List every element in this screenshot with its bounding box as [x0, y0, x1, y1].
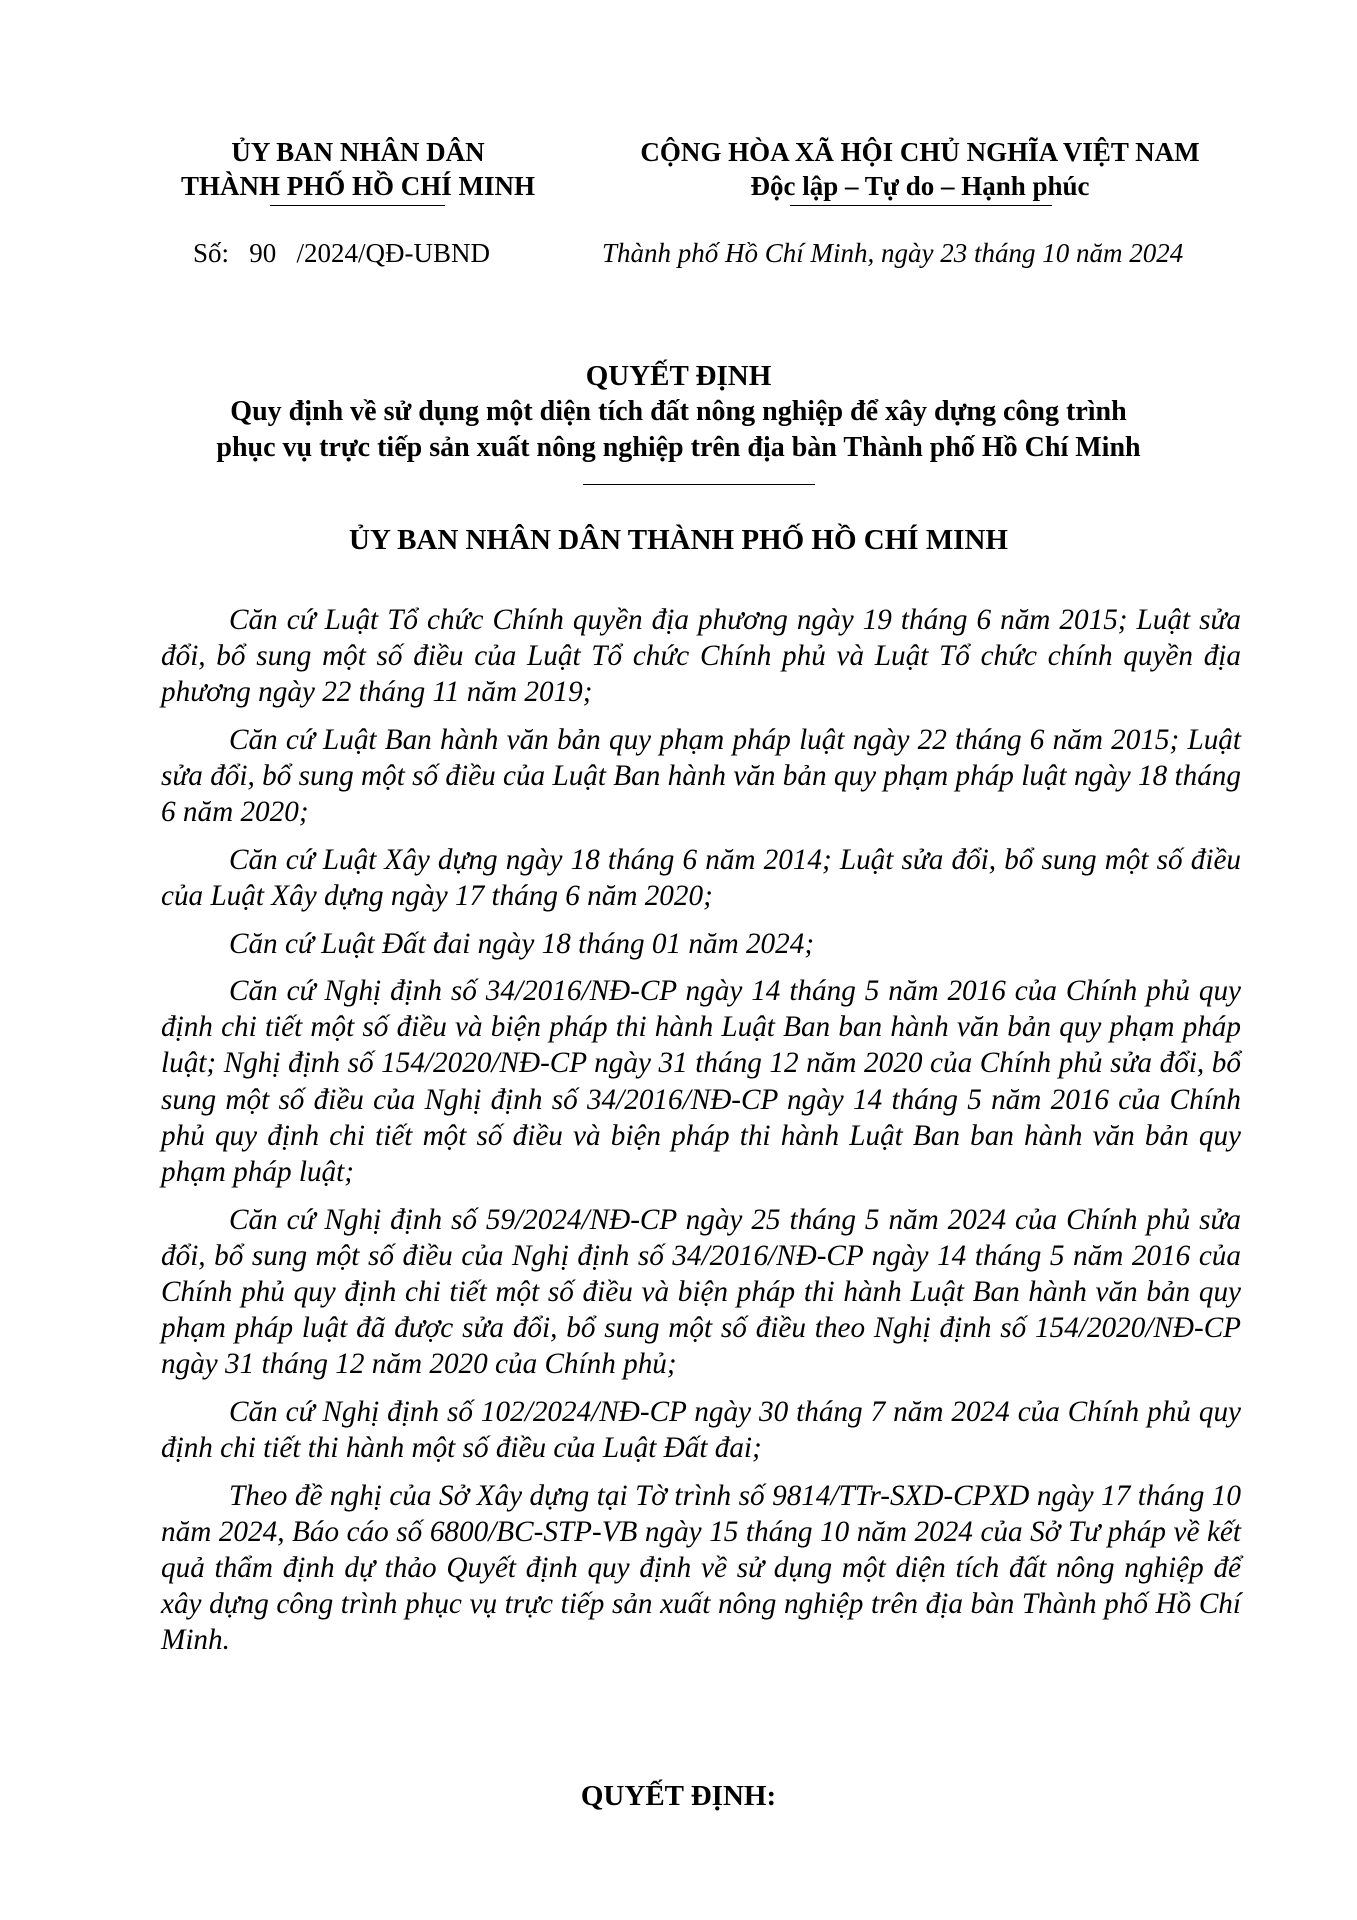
- agency-underline: [270, 205, 445, 206]
- motto-underline: [790, 205, 1052, 206]
- document-subject-line-1: Quy định về sử dụng một diện tích đất nông nghiệp để xây dựng công trình: [230, 396, 1127, 427]
- legal-basis-paragraph: Căn cứ Luật Ban hành văn bản quy phạm pháp luật ngày 22 tháng 6 năm 2015; Luật sửa đổi, bổ sung một số điều của Luật Ban hành văn bản quy phạm pháp luật ngày 18 tháng 6 năm 2020;: [161, 723, 1241, 829]
- issuing-agency-header: [160, 135, 556, 203]
- legal-basis-paragraph: Căn cứ Luật Tổ chức Chính quyền địa phương ngày 19 tháng 6 năm 2015; Luật sửa đổi, bổ sung một số điều của Luật Tổ chức Chính phủ và Luật Tổ chức chính quyền địa phương ngày 22 tháng 11 năm 2019;: [161, 604, 1241, 709]
- document-subject-line-2: phục vụ trực tiếp sản xuất nông nghiệp trên địa bàn Thành phố Hồ Chí Minh: [216, 432, 1141, 463]
- legal-basis-paragraph: Căn cứ Nghị định số 102/2024/NĐ-CP ngày 30 tháng 7 năm 2024 của Chính phủ quy định chi tiết thi hành một số điều của Luật Đất đai;: [161, 1395, 1241, 1465]
- agency-line-2: THÀNH PHỐ HỒ CHÍ MINH: [180, 171, 535, 201]
- legal-bases: [161, 602, 1241, 1670]
- decision-heading: QUYẾT ĐỊNH:: [580, 1780, 777, 1812]
- issuing-authority: ỦY BAN NHÂN DÂN THÀNH PHỐ HỒ CHÍ MINH: [349, 524, 1008, 556]
- national-name: CỘNG HÒA XÃ HỘI CHỦ NGHĨA VIỆT NAM: [640, 137, 1200, 167]
- document-number: Số: 90 /2024/QĐ-UBND: [193, 238, 491, 268]
- legal-basis-paragraph: Căn cứ Luật Xây dựng ngày 18 tháng 6 năm 2014; Luật sửa đổi, bổ sung một số điều của Luật Xây dựng ngày 17 tháng 6 năm 2020;: [161, 843, 1241, 913]
- legal-basis-paragraph: Căn cứ Luật Đất đai ngày 18 tháng 01 năm 2024;: [229, 927, 815, 960]
- national-header: [600, 135, 1240, 203]
- agency-line-1: ỦY BAN NHÂN DÂN: [231, 137, 485, 167]
- legal-basis-paragraph: Theo đề nghị của Sở Xây dựng tại Tờ trình số 9814/TTr-SXD-CPXD ngày 17 tháng 10 năm 2024, Báo cáo số 6800/BC-STP-VB ngày 15 tháng 10 năm 2024 của Sở Tư pháp về kết quả thẩm định dự thảo Quyết định quy định về sử dụng một diện tích đất nông nghiệp để xây dựng công trình phục vụ trực tiếp sản xuất nông nghiệp trên địa bàn Thành phố Hồ Chí Minh.: [161, 1479, 1241, 1657]
- national-motto: Độc lập – Tự do – Hạnh phúc: [750, 171, 1090, 201]
- legal-basis-paragraph: Căn cứ Nghị định số 59/2024/NĐ-CP ngày 25 tháng 5 năm 2024 của Chính phủ sửa đổi, bổ sung một số điều của Nghị định số 34/2016/NĐ-CP ngày 14 tháng 5 năm 2016 của Chính phủ quy định chi tiết một số điều và biện pháp thi hành Luật Ban hành văn bản quy phạm pháp luật đã được sửa đổi, bổ sung một số điều theo Nghị định số 154/2020/NĐ-CP ngày 31 tháng 12 năm 2020 của Chính phủ;: [161, 1203, 1241, 1381]
- place-and-date: Thành phố Hồ Chí Minh, ngày 23 tháng 10 năm 2024: [602, 238, 1184, 268]
- document-type-heading: QUYẾT ĐỊNH: [585, 360, 772, 392]
- title-underline: [583, 484, 815, 485]
- legal-basis-paragraph: Căn cứ Nghị định số 34/2016/NĐ-CP ngày 14 tháng 5 năm 2016 của Chính phủ quy định chi tiết một số điều và biện pháp thi hành Luật Ban ban hành văn bản quy phạm pháp luật; Nghị định số 154/2020/NĐ-CP ngày 31 tháng 12 năm 2020 của Chính phủ sửa đổi, bổ sung một số điều của Nghị định số 34/2016/NĐ-CP ngày 14 tháng 5 năm 2016 của Chính phủ quy định chi tiết một số điều và biện pháp thi hành Luật Ban ban hành văn bản quy phạm pháp luật;: [161, 975, 1241, 1189]
- document-subject: [120, 394, 1237, 466]
